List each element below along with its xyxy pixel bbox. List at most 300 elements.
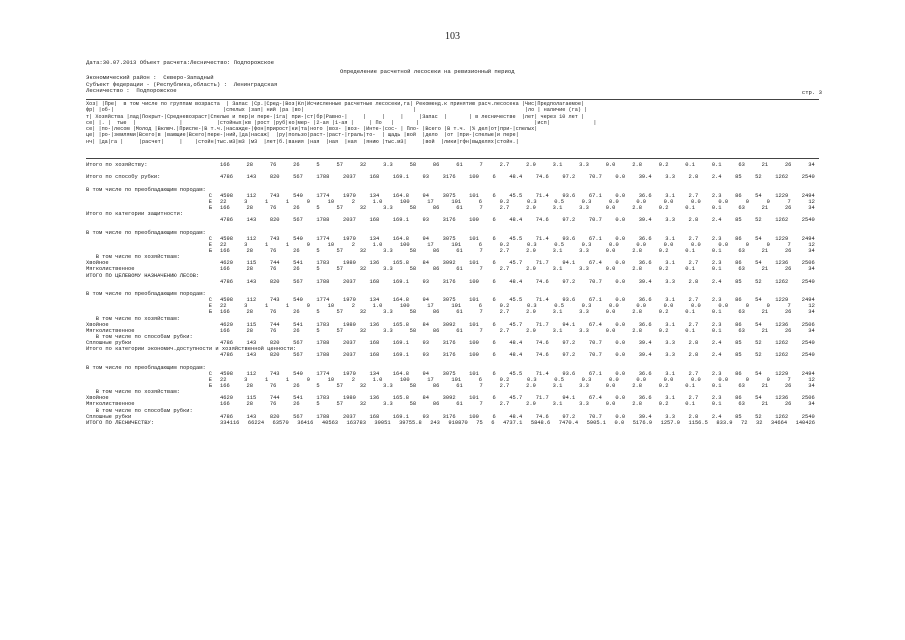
row-values [212,266,819,272]
cell-value: 2.7 [499,247,510,254]
cell-value: 1262 [775,352,789,359]
cell-value: 0.1 [711,401,722,408]
cell-value: 3.3 [579,204,589,211]
cell-value: 34 [808,204,815,211]
cell-value: 67.4 [588,321,602,328]
cell-value: 58 [409,162,417,168]
cell-value: 3.1 [665,192,675,199]
cell-value: 2494 [801,297,815,304]
cell-value: 540 [293,235,303,242]
cell-value: 93 [422,413,430,420]
cell-value: 76 [269,247,277,254]
species-code: Е [208,376,212,383]
cell-value: 4737.1 [502,419,523,426]
cell-value: 4786 [220,174,233,181]
cell-value: 0 [745,241,749,248]
cell-value: 36.6 [638,235,652,242]
cell-value: 71.7 [535,395,549,402]
cell-value: 28 [246,383,254,390]
cell-value: 61 [456,309,463,316]
cell-value: 134 [369,192,380,199]
cell-value: 57 [336,266,343,273]
cell-value: 1788 [316,217,330,224]
row-values [212,340,819,346]
cell-value: 12 [808,198,815,205]
cell-value: 0 [745,376,749,383]
cell-value: 75 [476,419,483,426]
cell-value: 3.1 [665,297,675,304]
cell-value: 0.1 [685,327,695,334]
cell-value: 21 [761,204,769,211]
cell-value: 93 [422,217,430,224]
cell-value: 2.8 [688,352,699,359]
table-row [86,383,819,389]
cell-value: 45.7 [509,321,523,328]
report-meta [86,75,277,95]
cell-value: 6 [492,278,496,285]
cell-value: 0.0 [636,376,647,383]
cell-value: 3.3 [665,217,675,224]
cell-value: 21 [761,266,769,273]
cell-value: 1262 [775,217,789,224]
cell-value: 74.6 [535,174,549,181]
cell-value: 32 [359,266,367,273]
cell-value: 168 [369,352,380,359]
cell-value: 112 [246,370,257,377]
cell-value: 61 [456,383,463,390]
cell-value: 84 [422,321,430,328]
cell-value: 743 [269,297,280,304]
cell-value: 112 [246,297,257,304]
cell-value: 6 [492,217,496,224]
cell-value: 0 [745,303,749,310]
cell-value: 0.5 [554,303,565,310]
cell-value: 3075 [442,192,456,199]
cell-value: 6 [478,303,482,310]
row-label: Итого по категории экономич.доступности и хозяйственной ценности: [86,346,297,353]
cell-value: 3 [244,376,248,383]
cell-value: 2.7 [499,327,510,334]
cell-value: 71.4 [535,235,549,242]
cell-value: 0.0 [614,419,625,426]
cell-value: 2.8 [688,217,699,224]
cell-value: 0.0 [615,340,626,347]
cell-value: 6 [492,321,496,328]
species-code: Е [208,303,212,310]
cell-value: 54 [755,192,762,199]
cell-value: 28 [246,309,254,316]
cell-value: 2037 [342,340,356,347]
cell-value: 1980 [342,395,356,402]
cell-value: 5 [316,383,320,390]
cell-value: 70.7 [588,340,602,347]
cell-value: 26 [784,247,792,254]
cell-value: 28 [246,327,254,334]
species-code [176,217,212,223]
cell-value: 143 [246,278,257,285]
cell-value: 0.1 [711,327,722,334]
cell-value: 2.7 [499,266,510,273]
cell-value: 26 [784,204,792,211]
cell-value: 0 [766,376,770,383]
cell-value: 2506 [801,395,815,402]
cell-value: 540 [293,297,303,304]
cell-value: 0.1 [711,162,722,168]
cell-value: 3176 [442,413,456,420]
cell-value: 0.0 [605,162,616,168]
cell-value: 1980 [342,321,356,328]
cell-value: 86 [432,204,440,211]
cell-value: 5 [316,309,320,316]
cell-value: 86 [735,370,742,377]
cell-value: 76 [269,162,277,168]
cell-value: 26 [293,204,300,211]
cell-value: 169.1 [392,174,409,181]
cell-value: 165.8 [392,321,409,328]
cell-value: 743 [269,192,280,199]
cell-value: 0.2 [658,383,669,390]
cell-value: 169.1 [392,352,409,359]
cell-value: 36416 [297,419,314,426]
cell-value: 820 [269,217,280,224]
cell-value: 3075 [442,235,456,242]
cell-value: 1236 [775,321,789,328]
cell-value: 26 [784,401,792,408]
cell-value: 84 [422,260,430,267]
cell-value: 541 [293,395,303,402]
cell-value: 28 [246,204,254,211]
cell-value: 0.0 [615,297,626,304]
cell-value: 3092 [442,395,456,402]
cell-value: 6 [492,340,496,347]
cell-value: 3.1 [552,327,563,334]
cell-value: 169.1 [392,413,409,420]
cell-value: 63 [738,383,745,390]
cell-value: 61 [456,401,463,408]
cell-value: 100 [469,413,479,420]
cell-value: 39.4 [638,278,652,285]
cell-value: 2.4 [711,278,722,285]
cell-value: 0.1 [685,309,695,316]
cell-value: 61 [456,162,463,168]
cell-value: 57 [336,247,343,254]
cell-value: 39.4 [638,352,652,359]
cell-value: 3 [244,303,248,310]
cell-value: 2037 [342,352,356,359]
cell-value: 76 [269,383,277,390]
cell-value: 0.0 [718,198,729,205]
cell-value: 52 [755,217,762,224]
cell-value: 7 [479,327,483,334]
cell-value: 1788 [316,352,330,359]
cell-value: 45.5 [509,370,523,377]
cell-value: 3.3 [579,327,589,334]
cell-value: 1262 [775,340,789,347]
cell-value: 6 [478,376,482,383]
cell-value: 22 [220,198,227,205]
cell-value: 2 [351,241,355,248]
cell-value: 17 [427,241,434,248]
row-label: Мягколиственное [86,401,135,408]
cell-value: 2.8 [632,383,642,390]
cell-value: 101 [451,241,462,248]
cell-value: 93 [422,352,430,359]
cell-value: 3.3 [665,413,675,420]
cell-value: 45.7 [509,395,523,402]
cell-value: 1970 [342,235,356,242]
cell-value: 34664 [770,419,788,426]
cell-value: 0.0 [663,198,674,205]
cell-value: 4598 [220,235,233,242]
cell-value: 1774 [316,370,330,377]
cell-value: 7 [787,241,791,248]
cell-value: 7 [479,204,483,211]
cell-value: 0.1 [685,162,695,168]
cell-value: 63570 [272,419,289,426]
cell-value: 26 [293,162,300,168]
report-title: Определение расчетной лесосеки на ревизионный период [340,68,515,75]
cell-value: 0.0 [608,198,619,205]
cell-value: 3075 [442,297,456,304]
cell-value: 9 [306,241,310,248]
cell-value: 169.1 [392,217,409,224]
cell-value: 0.0 [691,303,701,310]
table-row [86,248,819,254]
cell-value: 21 [761,327,769,334]
cell-value: 61 [456,266,463,273]
cell-value: 2540 [801,174,815,181]
cell-value: 63 [738,266,745,273]
cell-value: 71.4 [535,192,549,199]
cell-value: 1.0 [372,198,383,205]
cell-value: 93.6 [562,297,576,304]
cell-value: 2.7 [499,204,510,211]
cell-value: 0.0 [615,321,626,328]
cell-value: 5848.6 [530,419,551,426]
cell-value: 34 [808,383,815,390]
cell-value: 58 [409,327,417,334]
cell-value: 39051 [374,419,391,426]
cell-value: 166 [220,266,230,273]
cell-value: 85 [735,352,742,359]
section-title: В том числе по преобладающим породам: [86,229,206,236]
cell-value: 6 [492,297,496,304]
row-label: В том числе по способам рубки: [86,407,193,414]
cell-value: 52 [755,413,762,420]
cell-value: 2.7 [688,260,699,267]
cell-value: 39.4 [638,340,652,347]
cell-value: 2.4 [711,352,722,359]
cell-value: 76 [269,266,277,273]
row-values [212,174,819,180]
cell-value: 58 [409,401,417,408]
cell-value: 32 [359,401,367,408]
cell-value: 3.1 [552,247,563,254]
cell-value: 85 [735,413,742,420]
table-row [86,205,819,211]
cell-value: 1229 [775,297,789,304]
table-row [86,162,819,168]
cell-value: 7470.4 [558,419,579,426]
cell-value: 86 [432,383,440,390]
cell-value: 21 [761,162,769,168]
cell-value: 820 [269,352,280,359]
cell-value: 2.7 [499,162,510,168]
cell-value: 61 [456,327,463,334]
cell-value: 3.1 [552,204,563,211]
cell-value: 567 [293,352,303,359]
cell-value: 0.0 [718,241,729,248]
cell-value: 45.5 [509,297,523,304]
cell-value: 10 [327,376,335,383]
row-label: Итого по способу рубки: [86,174,161,181]
cell-value: 67.1 [588,192,602,199]
cell-value: 3176 [442,352,456,359]
cell-value: 1262 [775,278,789,285]
cell-value: 567 [293,174,303,181]
cell-value: 9 [306,376,310,383]
cell-value: 1 [264,198,269,205]
cell-value: 17 [427,303,434,310]
cell-value: 0.0 [663,303,674,310]
row-values [212,279,819,285]
cell-value: 70.7 [588,413,602,420]
cell-value: 3.3 [579,162,589,168]
cell-value: 3.1 [552,309,563,316]
cell-value: 3092 [442,321,456,328]
cell-value: 1980 [342,260,356,267]
cell-value: 93 [422,340,430,347]
cell-value: 3 [244,241,248,248]
cell-value: 134 [369,235,380,242]
cell-value: 744 [269,260,280,267]
table-row [86,279,819,285]
cell-value: 0.2 [658,401,669,408]
cell-value: 1229 [775,370,789,377]
cell-value: 2.7 [688,235,699,242]
cell-value: 1229 [775,235,789,242]
cell-value: 2494 [801,370,815,377]
report-date-line: Дата:30.07.2013 Объект расчета:Лесничество: Подпорожское [86,59,274,66]
cell-value: 32 [359,204,367,211]
cell-value: 3 [244,198,248,205]
cell-value: 5 [316,327,320,334]
cell-value: 58 [409,309,417,316]
cell-value: 3.3 [383,327,393,334]
cell-value: 86 [432,247,440,254]
cell-value: 3.3 [665,340,675,347]
cell-value: 136 [369,395,380,402]
cell-value: 0.2 [658,247,669,254]
row-label: Итого по хозяйству: [86,162,148,168]
cell-value: 86 [432,327,440,334]
cell-value: 0.5 [554,241,565,248]
cell-value: 101 [469,297,479,304]
cell-value: 34 [808,162,815,168]
cell-value: 86 [432,162,440,168]
cell-value: 3.3 [579,401,589,408]
cell-value: 567 [293,413,303,420]
cell-value: 28 [246,401,254,408]
cell-value: 541 [293,260,303,267]
cell-value: 22 [220,241,227,248]
cell-value: 32 [359,309,367,316]
cell-value: 2.4 [711,174,722,181]
cell-value: 166 [220,383,230,390]
cell-value: 32 [359,162,367,168]
cell-value: 1236 [775,260,789,267]
cell-value: 2.8 [632,247,642,254]
cell-value: 86 [735,321,742,328]
cell-value: 66224 [247,419,265,426]
cell-value: 136 [369,260,380,267]
row-label: Сплошные рубки [86,413,132,420]
cell-value: 67.1 [588,235,602,242]
cell-value: 70.7 [588,217,602,224]
cell-value: 2 [351,376,355,383]
cell-value: 2506 [801,321,815,328]
cell-value: 166 [220,309,230,316]
cell-value: 2.8 [632,401,642,408]
cell-value: 6 [492,352,496,359]
cell-value: 100 [399,241,410,248]
cell-value: 0.1 [685,247,695,254]
cell-value: 3176 [442,278,456,285]
cell-value: 5 [316,162,320,168]
cell-value: 2.9 [526,309,536,316]
cell-value: 143 [246,413,257,420]
cell-value: 0.0 [691,376,701,383]
cell-value: 26 [293,247,300,254]
cell-value: 54 [755,370,762,377]
cell-value: 168 [369,278,380,285]
cell-value: 3.3 [579,309,589,316]
table-row [86,217,819,223]
cell-value: 0.3 [581,376,592,383]
cell-value: 84 [422,395,430,402]
cell-value: 5 [316,266,320,273]
cell-value: 540 [293,370,303,377]
cell-value: 2.8 [632,204,642,211]
cell-value: 54 [755,235,762,242]
cell-value: 94 [422,192,430,199]
cell-value: 9 [306,198,310,205]
cell-value: 36.6 [638,260,652,267]
cell-value: 2.7 [499,401,510,408]
cell-value: 115 [246,395,257,402]
row-label [86,352,176,358]
row-label: Хвойное [86,260,109,267]
cell-value: 39.4 [638,174,652,181]
cell-value: 0.0 [605,327,616,334]
cell-value: 2.8 [688,174,699,181]
cell-value: 4786 [220,278,233,285]
cell-value: 0.5 [554,198,565,205]
cell-value: 6 [478,198,482,205]
species-code [176,174,212,180]
cell-value: 74.6 [535,352,549,359]
cell-value: 7 [787,376,791,383]
cell-value: 100 [469,278,479,285]
row-label: Итого по категории защитности: [86,211,184,218]
cell-value: 61 [456,204,463,211]
cell-value: 0.0 [615,217,626,224]
cell-value: 6 [492,370,496,377]
cell-value: 100 [469,340,479,347]
cell-value: 76 [269,309,277,316]
cell-value: 85 [735,217,742,224]
cell-value: 0.0 [663,376,674,383]
